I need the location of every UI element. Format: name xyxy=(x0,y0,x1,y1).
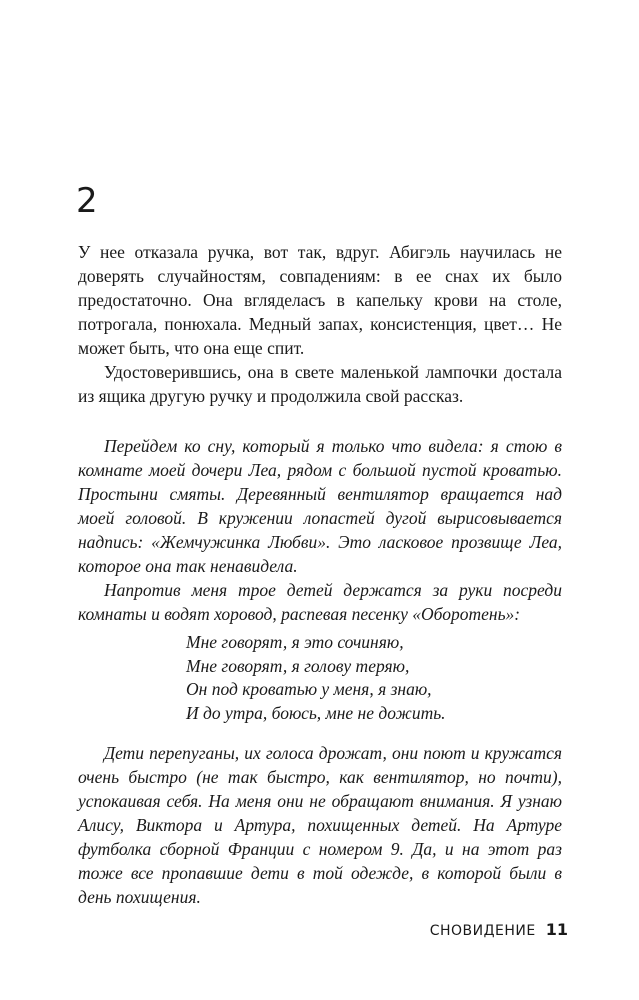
verse-line: Он под кроватью у меня, я знаю, xyxy=(186,679,432,699)
chapter-number: 2 xyxy=(76,181,98,221)
dream-paragraph-2: Напротив меня трое детей держатся за руки посреди комнаты и водят хоровод, распевая песенку «Оборотень»: xyxy=(78,580,562,624)
narrative-paragraph-2: Удостоверившись, она в свете маленькой лампочки достала из ящика другую ручку и продолжила свой рассказ. xyxy=(78,362,562,406)
dream-paragraph-1: Перейдем ко сну, который я только что видела: я стою в комнате моей дочери Леа, рядом с большой пустой кроватью. Простыни смяты. Деревянный вентилятор вращается над моей головой. В кружении лопастей дугой вырисовывается надпись: «Жемчужинка Любви». Это ласковое прозвище Леа, которое она так ненавидела. xyxy=(78,436,562,576)
verse-line: Мне говорят, я голову теряю, xyxy=(186,655,410,676)
page-number: 11 xyxy=(545,920,568,939)
dream-continuation-block xyxy=(78,741,562,909)
dream-paragraph-3: Дети перепуганы, их голоса дрожат, они поют и кружатся очень быстро (не так быстро, как вентилятор, но почти), успокаивая себя. На меня они не обращают внимания. Я узнаю Алису, Виктора и Артура, похищенных детей. На Артуре футболка сборной Франции с номером 9. Да, и на этот раз тоже все пропавшие дети в той одежде, в которой были в день похищения. xyxy=(78,743,562,907)
narrative-paragraph-1: У нее отказала ручка, вот так, вдруг. Абигэль научилась не доверять случайностям, совпадениям: в ее снах их было предостаточно. Она вгляделасъ в капельку крови на столе, потрогала, понюхала. Медный запах, консистенция, цвет… Не может быть, что она еще спит. xyxy=(78,242,562,358)
running-title: СНОВИДЕНИЕ xyxy=(429,923,536,939)
verse-line: И до утра, боюсь, мне не дожить. xyxy=(186,702,446,723)
dream-block xyxy=(78,434,562,626)
song-verse xyxy=(186,631,546,725)
page-footer xyxy=(0,920,568,939)
verse-line: Мне говорят, я это сочиняю, xyxy=(186,632,404,652)
narrative-block xyxy=(78,240,562,408)
